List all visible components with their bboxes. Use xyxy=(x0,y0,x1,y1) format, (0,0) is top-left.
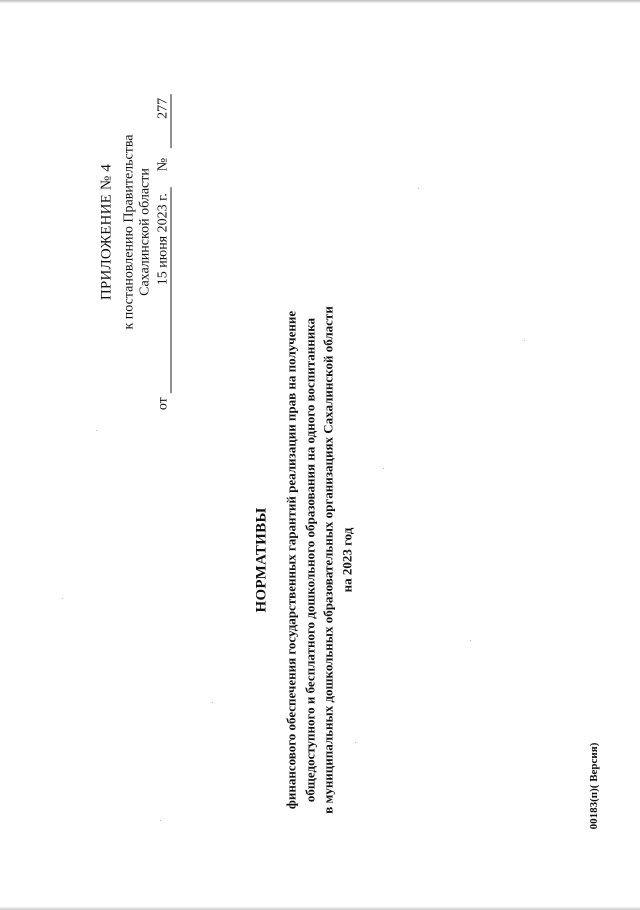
scan-speck xyxy=(160,820,161,821)
appendix-number: 277 xyxy=(156,94,172,148)
appendix-ref-line2: Сахалинской области xyxy=(137,168,153,296)
scan-speck xyxy=(62,598,63,599)
scan-speck xyxy=(212,702,213,703)
appendix-date-number-row xyxy=(156,94,172,410)
from-label: от xyxy=(155,397,171,411)
document-code: 00183(п)( Версия) xyxy=(588,742,600,830)
appendix-date: 15 июня 2023 г. xyxy=(156,187,172,393)
heading-line-1: финансового обеспечения государственных гарантий реализации прав на получение xyxy=(283,310,299,810)
scan-speck xyxy=(383,468,384,469)
heading-line-2: общедоступного и бесплатного дошкольного образования на одного воспитанника xyxy=(302,317,317,803)
document-title: НОРМАТИВЫ xyxy=(253,507,270,613)
appendix-ref-line1: к постановлению Правительства xyxy=(121,134,137,330)
heading-line-3: в муниципальных дошкольных образовательных организациях Сахалинской области xyxy=(320,306,336,814)
scan-speck xyxy=(524,340,525,341)
heading-line-4: на 2023 год xyxy=(339,527,354,593)
scan-speck xyxy=(355,742,356,743)
appendix-title: ПРИЛОЖЕНИЕ № 4 xyxy=(98,163,115,301)
scan-edge-top xyxy=(0,0,640,3)
scan-speck xyxy=(96,430,97,431)
number-sign: № xyxy=(155,157,171,172)
scan-speck xyxy=(418,188,419,189)
scan-speck xyxy=(470,640,471,641)
